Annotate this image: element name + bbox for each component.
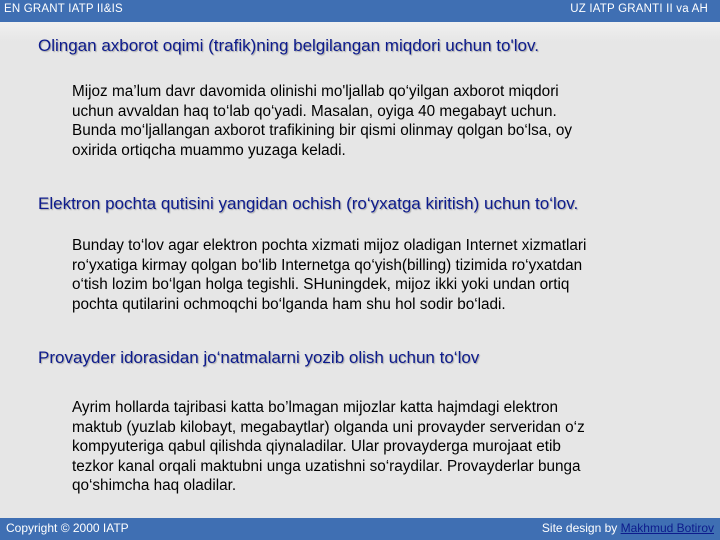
- section-body-traffic-payment: [72, 82, 692, 160]
- body-line: uchun avvaldan haq to‘lab qo‘yadi. Masalan, oyiga 40 megabayt uchun.: [72, 102, 557, 120]
- top-header-bar: [0, 0, 720, 22]
- body-line: Mijoz ma’lum davr davomida olinishi mo'ljallab qo‘yilgan axborot miqdori: [72, 83, 559, 100]
- body-line: Bunda mo‘ljallangan axborot trafikining bir qismi olinmay qolgan bo‘lsa, oy: [72, 122, 572, 139]
- body-line: maktub (yuzlab kilobayt, megabaytlar) olganda uni provayder serveridan o‘z: [72, 418, 585, 436]
- credit-prefix: Site design by: [541, 521, 621, 535]
- body-line: pochta qutilarini ochmoqchi bo‘lganda ham shu hol sodir bo‘ladi.: [72, 295, 506, 313]
- section-heading-provider-payment: Provayder idorasidan jo‘natmalarni yozib olish uchun to‘lov: [38, 348, 480, 367]
- body-line: Bunday to‘lov agar elektron pochta xizmati mijoz oladigan Internet xizmatlari: [72, 237, 587, 254]
- designer-link[interactable]: Makhmud Botirov: [620, 521, 714, 535]
- body-line: Ayrim hollarda tajribasi katta bo’lmagan mijozlar katta hajmdagi elektron: [72, 399, 559, 416]
- body-line: tezkor kanal orqali maktubni unga uzatishni so‘raydilar. Provayderlar bunga: [72, 457, 581, 475]
- body-line: qo‘shimcha haq oladilar.: [72, 477, 237, 494]
- section-heading-mailbox-payment: Elektron pochta qutisini yangidan ochish (ro‘yxatga kiritish) uchun to‘lov.: [38, 194, 579, 213]
- header-right-text: UZ IATP GRANTI II va AH: [570, 3, 708, 15]
- body-line: kompyuteriga qabul qilishda qiynaladilar. Ular provayderga murojaat etib: [72, 438, 561, 455]
- body-line: oxirida ortiqcha muammo yuzaga keladi.: [72, 141, 346, 159]
- header-left-text: EN GRANT IATP II&IS: [4, 3, 123, 15]
- copyright-text: Copyright © 2000 IATP: [6, 521, 129, 535]
- footer-bar: [0, 518, 720, 540]
- site-credit: [542, 521, 714, 535]
- section-heading-traffic-payment: Olingan axborot oqimi (trafik)ning belgilangan miqdori uchun to'lov.: [38, 36, 539, 55]
- slide-content: [0, 22, 720, 518]
- body-line: o‘tish lozim bo‘lgan holga tegishli. SHuningdek, mijoz ikki yoki undan ortiq: [72, 276, 570, 293]
- section-body-provider-payment: [72, 398, 692, 496]
- body-line: ro‘yxatiga kirmay qolgan bo‘lib Internetga qo‘yish(billing) tizimida ro‘yxatdan: [72, 256, 583, 274]
- section-body-mailbox-payment: [72, 236, 692, 314]
